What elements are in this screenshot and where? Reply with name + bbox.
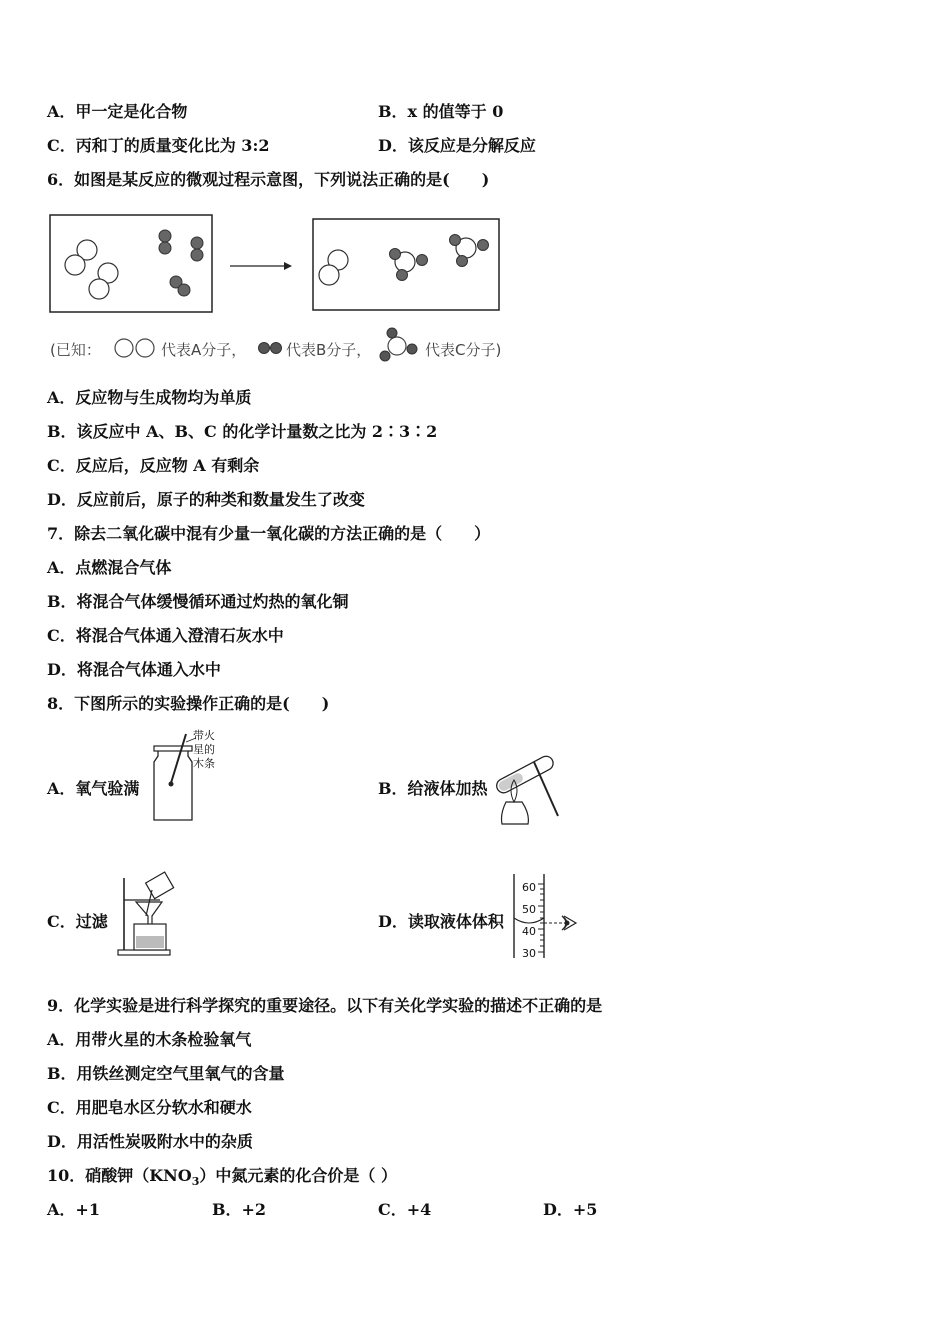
legend-open: (已知： bbox=[50, 341, 101, 359]
splint-label: 带火 星的 木条 bbox=[193, 729, 215, 770]
q8-option-b: B．给液体加热 bbox=[378, 779, 488, 798]
stand-base bbox=[118, 950, 170, 955]
q6-option-b: B．该反应中 A、B、C 的化学计量数之比为 2∶3∶2 bbox=[47, 422, 438, 441]
q10-option-c: C．+4 bbox=[378, 1200, 432, 1219]
legend-c-text: 代表C分子) bbox=[425, 341, 502, 359]
q6-stem: 6．如图是某反应的微观过程示意图，下列说法正确的是( ) bbox=[47, 170, 490, 189]
q5-option-c: C．丙和丁的质量变化比为 3:2 bbox=[47, 136, 270, 155]
q10-stem: 10．硝酸钾$(KNO_3)$中氮元素的化合价是（ ） bbox=[47, 1166, 397, 1189]
q9-stem: 9．化学实验是进行科学探究的重要途径。以下有关化学实验的描述不正确的是 bbox=[47, 996, 603, 1015]
heating-liquid-figure bbox=[488, 744, 568, 828]
q9-option-c: C．用肥皂水区分软水和硬水 bbox=[47, 1098, 252, 1117]
legend-c-symbol bbox=[380, 328, 417, 361]
q7-option-a: A．点燃混合气体 bbox=[47, 558, 172, 577]
reaction-arrow bbox=[230, 262, 292, 270]
q10-option-d: D．+5 bbox=[543, 1200, 598, 1219]
q8-option-a: A．氧气验满 bbox=[47, 779, 140, 798]
q9-option-a: A．用带火星的木条检验氧气 bbox=[47, 1030, 252, 1049]
q10-option-b: B．+2 bbox=[212, 1200, 267, 1219]
a-molecules-before bbox=[65, 240, 118, 299]
q9-option-b: B．用铁丝测定空气里氧气的含量 bbox=[47, 1064, 285, 1083]
q7-option-c: C．将混合气体通入澄清石灰水中 bbox=[47, 626, 284, 645]
q7-option-d: D．将混合气体通入水中 bbox=[47, 660, 221, 679]
c-molecule-after-2 bbox=[450, 235, 489, 267]
q10-option-a: A．+1 bbox=[47, 1200, 100, 1219]
q7-option-b: B．将混合气体缓慢循环通过灼热的氧化铜 bbox=[47, 592, 349, 611]
q6-option-a: A．反应物与生成物均为单质 bbox=[47, 388, 252, 407]
q5-option-b: B．x 的值等于 0 bbox=[378, 102, 504, 121]
q7-stem: 7．除去二氧化碳中混有少量一氧化碳的方法正确的是（ ） bbox=[47, 524, 491, 543]
q6-option-d: D．反应前后，原子的种类和数量发生了改变 bbox=[47, 490, 365, 509]
q5-option-a: A．甲一定是化合物 bbox=[47, 102, 188, 121]
q6-option-c: C．反应后，反应物 A 有剩余 bbox=[47, 456, 260, 475]
legend-b-symbol bbox=[259, 343, 282, 354]
a-molecule-after bbox=[319, 250, 348, 285]
q5-option-d: D．该反应是分解反应 bbox=[378, 136, 536, 155]
q8-option-c: C．过滤 bbox=[47, 912, 108, 931]
bottle-cover bbox=[154, 746, 192, 751]
legend-a-text: 代表A分子， bbox=[161, 341, 247, 359]
pouring-beaker bbox=[146, 872, 174, 899]
legend-b-text: 代表B分子， bbox=[286, 341, 372, 359]
alcohol-lamp bbox=[502, 802, 529, 824]
oxygen-test-figure bbox=[150, 728, 230, 824]
cylinder-scale: 60 50 40 30 bbox=[522, 881, 536, 960]
q8-option-d: D．读取液体体积 bbox=[378, 912, 504, 931]
legend-a-symbol bbox=[115, 339, 154, 357]
q9-option-d: D．用活性炭吸附水中的杂质 bbox=[47, 1132, 253, 1151]
b-molecules-before bbox=[159, 230, 203, 296]
filtration-figure bbox=[112, 870, 192, 958]
c-molecule-after-1 bbox=[390, 249, 428, 281]
q8-stem: 8．下图所示的实验操作正确的是( ) bbox=[47, 694, 330, 713]
